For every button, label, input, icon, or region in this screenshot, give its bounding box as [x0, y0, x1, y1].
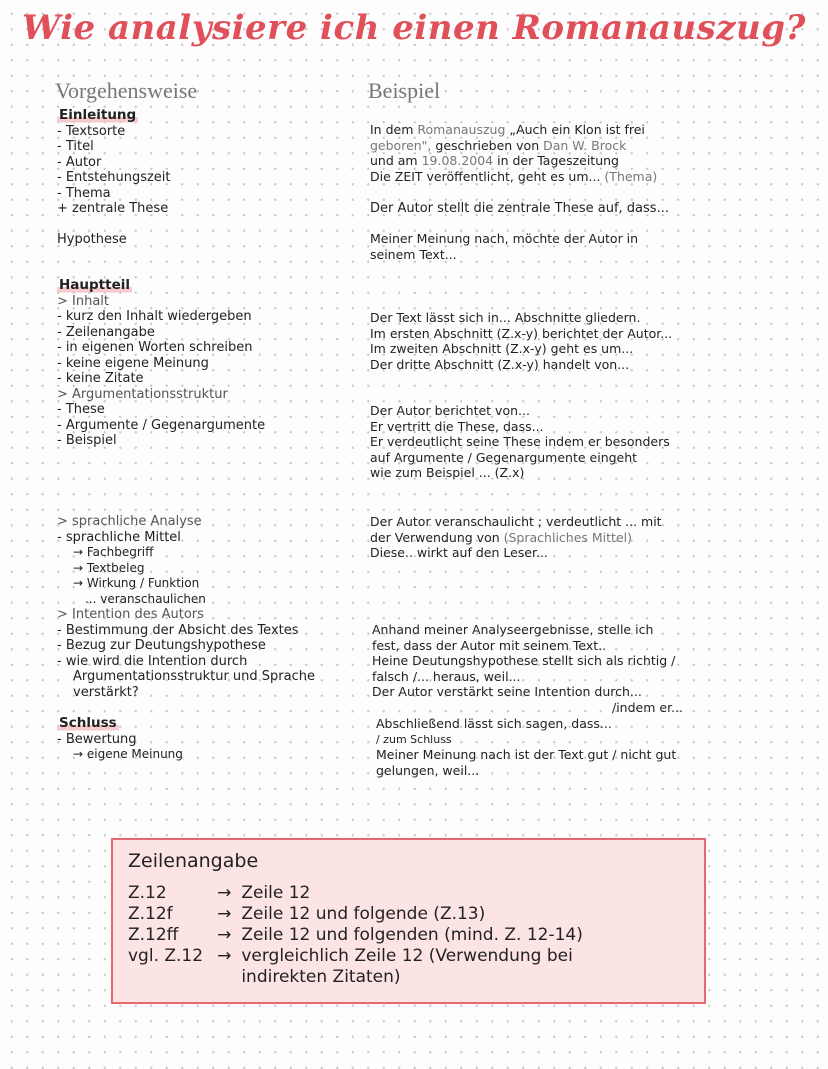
example-text: gelungen, weil... — [376, 762, 480, 778]
inhalt-example — [370, 310, 672, 372]
column-heading-right: Beispiel — [368, 78, 441, 103]
example-text: seinem Text... — [370, 246, 457, 262]
list-item: → Textbeleg — [73, 560, 145, 575]
list-item: → eigene Meinung — [73, 747, 183, 761]
example-text: Der Autor berichtet von... — [370, 403, 530, 418]
argumentation-example — [370, 403, 670, 481]
subheading: > Intention des Autors — [57, 607, 204, 622]
list-item: - Bestimmung der Absicht des Textes — [57, 622, 299, 638]
zeilenangabe-table — [128, 883, 589, 988]
example-text: Romanauszug — [417, 122, 506, 137]
example-text: (Sprachliches Mittel) — [503, 529, 632, 545]
list-item: - Argumente / Gegenargumente — [57, 417, 266, 433]
sprachliche-analyse-section — [57, 514, 315, 700]
list-item: - Bezug zur Deutungshypothese — [57, 638, 266, 653]
abbr-cell: vgl. Z.12 — [128, 946, 204, 966]
table-row — [128, 883, 589, 904]
list-item: ... veranschaulichen — [85, 591, 206, 606]
abbr-cell — [128, 967, 209, 988]
these-example: Der Autor stellt die zentrale These auf, dass... — [370, 201, 669, 216]
example-text: In dem — [370, 122, 418, 137]
table-row — [128, 904, 589, 925]
example-text: in der Tageszeitung — [493, 153, 619, 168]
meaning-cell: Zeile 12 — [241, 883, 311, 903]
example-text: geboren", — [370, 137, 432, 153]
example-text: Er verdeutlicht seine These indem er besonders — [370, 434, 670, 449]
list-item: - keine Zitate — [57, 371, 144, 386]
list-item: - Textsorte — [57, 123, 126, 139]
example-text: 19.08.2004 — [421, 153, 494, 168]
example-text: Der dritte Abschnitt (Z.x-y) handelt von... — [370, 356, 630, 372]
example-text: Meiner Meinung nach, möchte der Autor in — [370, 231, 639, 246]
table-row — [128, 967, 589, 988]
subheading: > sprachliche Analyse — [57, 514, 202, 529]
table-row — [128, 946, 589, 967]
example-text: Er vertritt die These, dass... — [370, 418, 544, 434]
hypothese-example — [370, 231, 638, 262]
list-item: - Bewertung — [57, 731, 137, 747]
example-text: /indem er... — [612, 699, 683, 715]
list-item: - These — [57, 402, 105, 417]
meaning-cell: Zeile 12 und folgenden (mind. Z. 12-14) — [241, 925, 583, 945]
subheading: > Argumentationsstruktur — [57, 386, 228, 402]
meaning-cell: indirekten Zitaten) — [241, 967, 401, 987]
example-text: Dan W. Brock — [543, 137, 627, 153]
einleitung-example — [370, 122, 657, 184]
schluss-example — [376, 716, 676, 778]
example-text: und am — [370, 153, 422, 168]
list-item: - Zeilenangabe — [57, 324, 155, 340]
abbr-cell: Z.12ff — [128, 925, 179, 945]
schluss-section — [57, 716, 183, 763]
einleitung-section — [57, 108, 171, 217]
meaning-cell: Zeile 12 und folgende (Z.13) — [241, 904, 486, 924]
list-item: Argumentationsstruktur und Sprache — [73, 669, 315, 684]
list-item: - Autor — [57, 154, 102, 170]
example-text: Der Autor veranschaulicht ; verdeutlicht ... mit — [370, 514, 662, 529]
example-text: Abschließend lässt sich sagen, dass... — [376, 716, 612, 731]
example-text: „Auch ein Klon ist frei — [505, 122, 645, 137]
example-text: / zum Schluss — [376, 732, 452, 746]
page-title: Wie analysiere ich einen Romanauszug? — [22, 8, 806, 48]
hypothese-label: Hypothese — [57, 232, 127, 247]
example-text: Im ersten Abschnitt (Z.x-y) berichtet der Autor... — [370, 325, 673, 341]
arrow-icon: → — [217, 904, 232, 924]
example-text: (Thema) — [600, 168, 658, 184]
example-text: Die ZEIT veröffentlicht, geht es um... — [370, 168, 601, 184]
example-text: Im zweiten Abschnitt (Z.x-y) geht es um... — [370, 341, 634, 356]
list-item: - kurz den Inhalt wiedergeben — [57, 309, 252, 324]
hauptteil-section — [57, 278, 265, 449]
list-item: verstärkt? — [73, 684, 139, 700]
subheading: > Inhalt — [57, 293, 110, 309]
example-text: Diese.. wirkt auf den Leser... — [370, 545, 548, 560]
example-text: fest, dass der Autor mit seinem Text.. — [372, 637, 607, 653]
abbr-cell: Z.12 — [128, 883, 167, 903]
column-heading-left: Vorgehensweise — [55, 78, 198, 103]
schluss-heading: Schluss — [59, 715, 117, 731]
list-item: - Thema — [57, 185, 111, 201]
list-item: - Titel — [57, 139, 94, 154]
example-text: falsch /... heraus, weil... — [372, 668, 521, 684]
example-text: Der Text lässt sich in... Abschnitte gliedern. — [370, 310, 641, 325]
intention-example — [372, 622, 683, 715]
list-item: - wie wird die Intention durch — [57, 653, 248, 669]
list-item: - in eigenen Worten schreiben — [57, 340, 253, 355]
example-text: Heine Deutungshypothese stellt sich als richtig / — [372, 653, 676, 668]
zeilenangabe-box — [111, 838, 706, 1004]
example-text: Meiner Meinung nach ist der Text gut / nicht gut — [376, 747, 677, 762]
example-text: Anhand meiner Analyseergebnisse, stelle ich — [372, 622, 654, 637]
list-item: → Fachbegriff — [73, 545, 154, 559]
example-text: geschrieben von — [431, 137, 544, 153]
list-item: - sprachliche Mittel — [57, 529, 181, 545]
example-text: Der Autor verstärkt seine Intention durch... — [372, 684, 642, 699]
example-text: wie zum Beispiel ... (Z.x) — [370, 465, 525, 480]
abbr-cell: Z.12f — [128, 904, 173, 924]
table-row — [128, 925, 589, 946]
sprachliche-example — [370, 514, 662, 561]
arrow-icon: → — [217, 925, 232, 945]
list-item: - keine eigene Meinung — [57, 355, 209, 371]
example-text: der Verwendung von — [370, 529, 504, 545]
hauptteil-heading: Hauptteil — [59, 277, 131, 293]
meaning-cell: vergleichlich Zeile 12 (Verwendung bei — [241, 946, 573, 966]
arrow-icon: → — [217, 883, 232, 903]
zeilenangabe-title: Zeilenangabe — [128, 850, 259, 872]
list-item: - Beispiel — [57, 433, 117, 448]
list-item: → Wirkung / Funktion — [73, 576, 200, 590]
arrow-icon: → — [217, 946, 232, 966]
list-item: - Entstehungszeit — [57, 170, 171, 185]
arrow-spacer — [209, 967, 241, 988]
example-text: auf Argumente / Gegenargumente eingeht — [370, 449, 638, 465]
list-item: + zentrale These — [57, 201, 169, 216]
einleitung-heading: Einleitung — [59, 107, 137, 123]
